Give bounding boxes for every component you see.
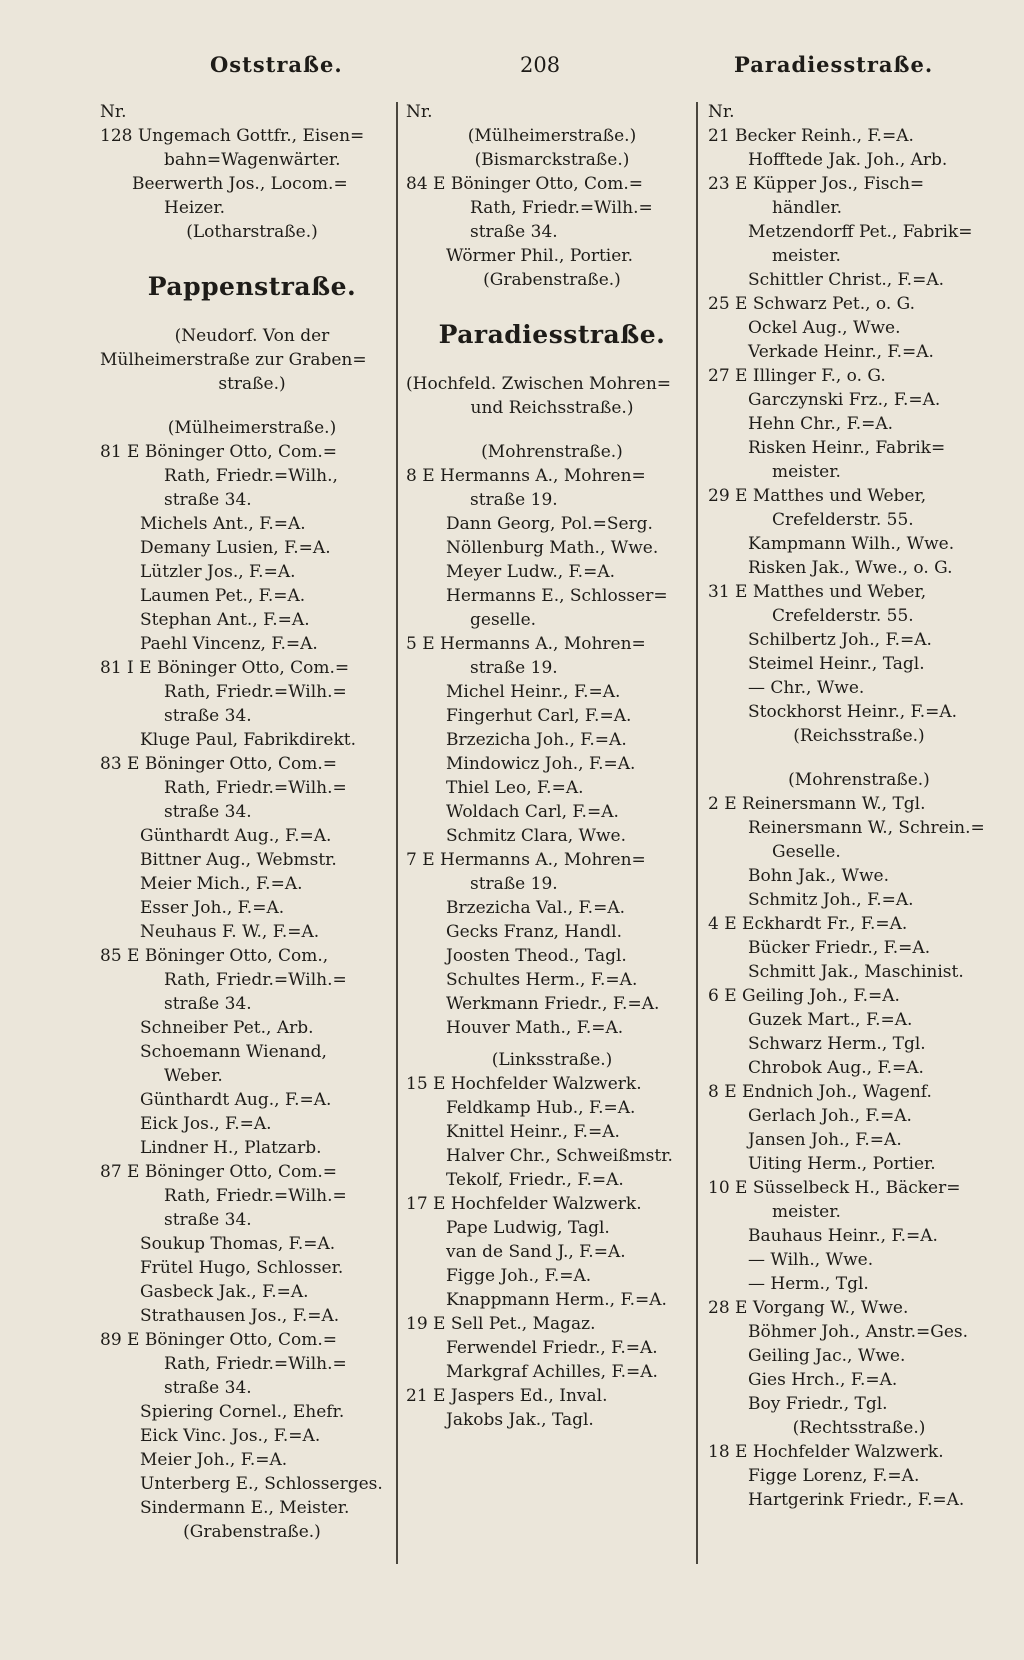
entry-line: Crefelderstr. 55. <box>772 606 914 626</box>
entry-line: Böhmer Joh., Anstr.=Ges. <box>748 1322 969 1342</box>
entry-line: Bauhaus Heinr., F.=A. <box>748 1226 938 1246</box>
entry-line: straße 19. <box>470 874 558 894</box>
entry-line: Laumen Pet., F.=A. <box>140 586 306 606</box>
entry-line: Neuhaus F. W., F.=A. <box>140 922 320 942</box>
entry-line: Rath, Friedr.=Wilh.= <box>164 1354 347 1374</box>
entry-line: 8 E Hermanns A., Mohren= <box>406 466 646 486</box>
entry-line: Verkade Heinr., F.=A. <box>748 342 934 362</box>
street-section: (Grabenstraße.) <box>183 1522 321 1542</box>
street-section: (Mülheimerstraße.) <box>467 126 637 146</box>
entry-line: 19 E Sell Pet., Magaz. <box>406 1314 596 1334</box>
column-1 <box>100 100 404 1544</box>
entry-line: Rath, Friedr.=Wilh.= <box>164 1186 347 1206</box>
entry-line: 4 E Eckhardt Fr., F.=A. <box>708 914 908 934</box>
street-section: (Mülheimerstraße.) <box>167 418 337 438</box>
entry-line: 31 E Matthes und Weber, <box>708 582 927 602</box>
entry-line: Geiling Jac., Wwe. <box>748 1346 906 1366</box>
entry-line: Fingerhut Carl, F.=A. <box>446 706 632 726</box>
entry-line: 27 E Illinger F., o. G. <box>708 366 886 386</box>
entry-line: Heizer. <box>164 198 226 218</box>
entry-line: — Herm., Tgl. <box>748 1274 869 1294</box>
entry-line: Schneiber Pet., Arb. <box>140 1018 314 1038</box>
street-description: (Hochfeld. Zwischen Mohren= <box>406 374 672 394</box>
entry-line: Unterberg E., Schlosserges. <box>140 1474 383 1494</box>
street-title: Pappenstraße. <box>147 272 357 301</box>
street-section: (Bismarckstraße.) <box>474 150 630 170</box>
entry-line: 17 E Hochfelder Walzwerk. <box>406 1194 642 1214</box>
nr-label: Nr. <box>708 102 735 122</box>
entry-line: Hartgerink Friedr., F.=A. <box>748 1490 965 1510</box>
entry-line: 7 E Hermanns A., Mohren= <box>406 850 646 870</box>
nr-label: Nr. <box>100 102 127 122</box>
entry-line: straße 34. <box>164 1378 252 1398</box>
entry-line: Schmitz Clara, Wwe. <box>446 826 627 846</box>
entry-line: Woldach Carl, F.=A. <box>446 802 619 822</box>
entry-line: Michels Ant., F.=A. <box>140 514 306 534</box>
entry-line: Gecks Franz, Handl. <box>446 922 622 942</box>
entry-line: Schmitt Jak., Maschinist. <box>748 962 964 982</box>
entry-line: Spiering Cornel., Ehefr. <box>140 1402 345 1422</box>
entry-line: 83 E Böninger Otto, Com.= <box>100 754 338 774</box>
entry-line: Schilbertz Joh., F.=A. <box>748 630 932 650</box>
entry-line: Hehn Chr., F.=A. <box>748 414 894 434</box>
entry-line: straße 34. <box>164 994 252 1014</box>
entry-line: Wörmer Phil., Portier. <box>446 246 633 266</box>
entry-line: Eick Vinc. Jos., F.=A. <box>140 1426 321 1446</box>
entry-line: 6 E Geiling Joh., F.=A. <box>708 986 900 1006</box>
column-2 <box>406 100 698 1432</box>
entry-line: Jansen Joh., F.=A. <box>748 1130 902 1150</box>
entry-line: Jakobs Jak., Tagl. <box>446 1410 594 1430</box>
entry-line: Soukup Thomas, F.=A. <box>140 1234 336 1254</box>
entry-line: Beerwerth Jos., Locom.= <box>132 174 348 194</box>
entry-line: van de Sand J., F.=A. <box>446 1242 626 1262</box>
entry-line: Boy Friedr., Tgl. <box>748 1394 888 1414</box>
entry-line: 10 E Süsselbeck H., Bäcker= <box>708 1178 961 1198</box>
entry-line: Figge Lorenz, F.=A. <box>748 1466 920 1486</box>
entry-line: 5 E Hermanns A., Mohren= <box>406 634 646 654</box>
entry-line: Risken Jak., Wwe., o. G. <box>748 558 953 578</box>
entry-line: Kampmann Wilh., Wwe. <box>748 534 955 554</box>
entry-line: Strathausen Jos., F.=A. <box>140 1306 340 1326</box>
entry-line: Thiel Leo, F.=A. <box>446 778 584 798</box>
entry-line: 81 I E Böninger Otto, Com.= <box>100 658 350 678</box>
street-section: (Rechtsstraße.) <box>792 1418 926 1438</box>
entry-line: händler. <box>772 198 843 218</box>
entry-line: Knittel Heinr., F.=A. <box>446 1122 620 1142</box>
entry-line: — Wilh., Wwe. <box>748 1250 874 1270</box>
entry-line: 15 E Hochfelder Walzwerk. <box>406 1074 642 1094</box>
entry-line: 89 E Böninger Otto, Com.= <box>100 1330 338 1350</box>
entry-line: Demany Lusien, F.=A. <box>140 538 331 558</box>
entry-line: Ockel Aug., Wwe. <box>748 318 901 338</box>
entry-line: Metzendorff Pet., Fabrik= <box>748 222 973 242</box>
entry-line: straße 34. <box>470 222 558 242</box>
entry-line: Pape Ludwig, Tagl. <box>446 1218 610 1238</box>
entry-line: Joosten Theod., Tagl. <box>446 946 627 966</box>
entry-line: Meyer Ludw., F.=A. <box>446 562 616 582</box>
entry-line: Meier Mich., F.=A. <box>140 874 303 894</box>
entry-line: 84 E Böninger Otto, Com.= <box>406 174 644 194</box>
entry-line: bahn=Wagenwärter. <box>164 150 341 170</box>
entry-line: Bücker Friedr., F.=A. <box>748 938 931 958</box>
entry-line: Reinersmann W., Schrein.= <box>748 818 985 838</box>
street-description: straße.) <box>218 374 286 394</box>
entry-line: straße 34. <box>164 802 252 822</box>
entry-line: 21 E Jaspers Ed., Inval. <box>406 1386 608 1406</box>
header-right-street: Paradiesstraße. <box>734 52 934 77</box>
entry-line: Steimel Heinr., Tagl. <box>748 654 925 674</box>
entry-line: Lützler Jos., F.=A. <box>140 562 296 582</box>
entry-line: geselle. <box>470 610 537 630</box>
entry-line: Rath, Friedr.=Wilh.= <box>470 198 653 218</box>
entry-line: Rath, Friedr.=Wilh.= <box>164 682 347 702</box>
entry-line: straße 34. <box>164 706 252 726</box>
street-section: (Mohrenstraße.) <box>788 770 930 790</box>
entry-line: Bittner Aug., Webmstr. <box>140 850 337 870</box>
entry-line: Esser Joh., F.=A. <box>140 898 285 918</box>
entry-line: 29 E Matthes und Weber, <box>708 486 927 506</box>
entry-line: Geselle. <box>772 842 841 862</box>
entry-line: Guzek Mart., F.=A. <box>748 1010 913 1030</box>
entry-line: Feldkamp Hub., F.=A. <box>446 1098 636 1118</box>
street-description: Mülheimerstraße zur Graben= <box>100 350 367 370</box>
entry-line: 28 E Vorgang W., Wwe. <box>708 1298 909 1318</box>
entry-line: Stephan Ant., F.=A. <box>140 610 310 630</box>
street-title: Paradiesstraße. <box>438 320 666 349</box>
street-section: (Grabenstraße.) <box>483 270 621 290</box>
entry-line: Schmitz Joh., F.=A. <box>748 890 914 910</box>
entry-line: Bohn Jak., Wwe. <box>748 866 889 886</box>
entry-line: 128 Ungemach Gottfr., Eisen= <box>100 126 365 146</box>
entry-line: 2 E Reinersmann W., Tgl. <box>708 794 926 814</box>
entry-line: meister. <box>772 462 841 482</box>
entry-line: Nöllenburg Math., Wwe. <box>446 538 659 558</box>
entry-line: meister. <box>772 1202 841 1222</box>
header-left-street: Oststraße. <box>210 52 343 77</box>
entry-line: Houver Math., F.=A. <box>446 1018 624 1038</box>
entry-line: Schultes Herm., F.=A. <box>446 970 638 990</box>
entry-line: Tekolf, Friedr., F.=A. <box>446 1170 624 1190</box>
entry-line: Risken Heinr., Fabrik= <box>748 438 946 458</box>
entry-line: straße 34. <box>164 490 252 510</box>
entry-line: 8 E Endnich Joh., Wagenf. <box>708 1082 932 1102</box>
entry-line: Schwarz Herm., Tgl. <box>748 1034 926 1054</box>
street-section: (Mohrenstraße.) <box>481 442 623 462</box>
entry-line: Gies Hrch., F.=A. <box>748 1370 898 1390</box>
entry-line: Ferwendel Friedr., F.=A. <box>446 1338 658 1358</box>
street-section: (Reichsstraße.) <box>793 726 925 746</box>
street-description: (Neudorf. Von der <box>174 326 330 346</box>
entry-line: Günthardt Aug., F.=A. <box>140 1090 332 1110</box>
entry-line: Chrobok Aug., F.=A. <box>748 1058 924 1078</box>
entry-line: Hofftede Jak. Joh., Arb. <box>748 150 948 170</box>
entry-line: Lindner H., Platzarb. <box>140 1138 322 1158</box>
entry-line: 18 E Hochfelder Walzwerk. <box>708 1442 944 1462</box>
entry-line: Werkmann Friedr., F.=A. <box>446 994 660 1014</box>
nr-label: Nr. <box>406 102 433 122</box>
entry-line: straße 34. <box>164 1210 252 1230</box>
entry-line: Brzezicha Joh., F.=A. <box>446 730 627 750</box>
entry-line: 81 E Böninger Otto, Com.= <box>100 442 338 462</box>
entry-line: Meier Joh., F.=A. <box>140 1450 288 1470</box>
street-description: und Reichsstraße.) <box>470 398 634 418</box>
street-section: (Lotharstraße.) <box>186 222 318 242</box>
entry-line: Brzezicha Val., F.=A. <box>446 898 626 918</box>
entry-line: 23 E Küpper Jos., Fisch= <box>708 174 925 194</box>
column-3 <box>708 100 1010 1512</box>
entry-line: Rath, Friedr.=Wilh., <box>164 466 338 486</box>
entry-line: Paehl Vincenz, F.=A. <box>140 634 318 654</box>
entry-line: Figge Joh., F.=A. <box>446 1266 592 1286</box>
entry-line: Eick Jos., F.=A. <box>140 1114 272 1134</box>
entry-line: Rath, Friedr.=Wilh.= <box>164 970 347 990</box>
entry-line: straße 19. <box>470 658 558 678</box>
entry-line: Stockhorst Heinr., F.=A. <box>748 702 958 722</box>
entry-line: Günthardt Aug., F.=A. <box>140 826 332 846</box>
entry-line: Mindowicz Joh., F.=A. <box>446 754 636 774</box>
entry-line: Rath, Friedr.=Wilh.= <box>164 778 347 798</box>
entry-line: Michel Heinr., F.=A. <box>446 682 621 702</box>
entry-line: 87 E Böninger Otto, Com.= <box>100 1162 338 1182</box>
entry-line: meister. <box>772 246 841 266</box>
entry-line: 85 E Böninger Otto, Com., <box>100 946 329 966</box>
entry-line: 25 E Schwarz Pet., o. G. <box>708 294 916 314</box>
entry-line: Garczynski Frz., F.=A. <box>748 390 941 410</box>
entry-line: Crefelderstr. 55. <box>772 510 914 530</box>
entry-line: Sindermann E., Meister. <box>140 1498 350 1518</box>
entry-line: Dann Georg, Pol.=Serg. <box>446 514 653 534</box>
entry-line: Knappmann Herm., F.=A. <box>446 1290 667 1310</box>
entry-line: Frütel Hugo, Schlosser. <box>140 1258 344 1278</box>
entry-line: Uiting Herm., Portier. <box>748 1154 936 1174</box>
entry-line: Weber. <box>164 1066 223 1086</box>
entry-line: — Chr., Wwe. <box>748 678 865 698</box>
entry-line: Halver Chr., Schweißmstr. <box>446 1146 673 1166</box>
entry-line: Schittler Christ., F.=A. <box>748 270 945 290</box>
page-number: 208 <box>520 53 561 77</box>
entry-line: Hermanns E., Schlosser= <box>446 586 668 606</box>
entry-line: 21 Becker Reinh., F.=A. <box>708 126 914 146</box>
entry-line: Markgraf Achilles, F.=A. <box>446 1362 658 1382</box>
entry-line: Schoemann Wienand, <box>140 1042 327 1062</box>
street-section: (Linksstraße.) <box>491 1050 613 1070</box>
entry-line: straße 19. <box>470 490 558 510</box>
entry-line: Kluge Paul, Fabrikdirekt. <box>140 730 357 750</box>
entry-line: Gasbeck Jak., F.=A. <box>140 1282 309 1302</box>
entry-line: Gerlach Joh., F.=A. <box>748 1106 912 1126</box>
